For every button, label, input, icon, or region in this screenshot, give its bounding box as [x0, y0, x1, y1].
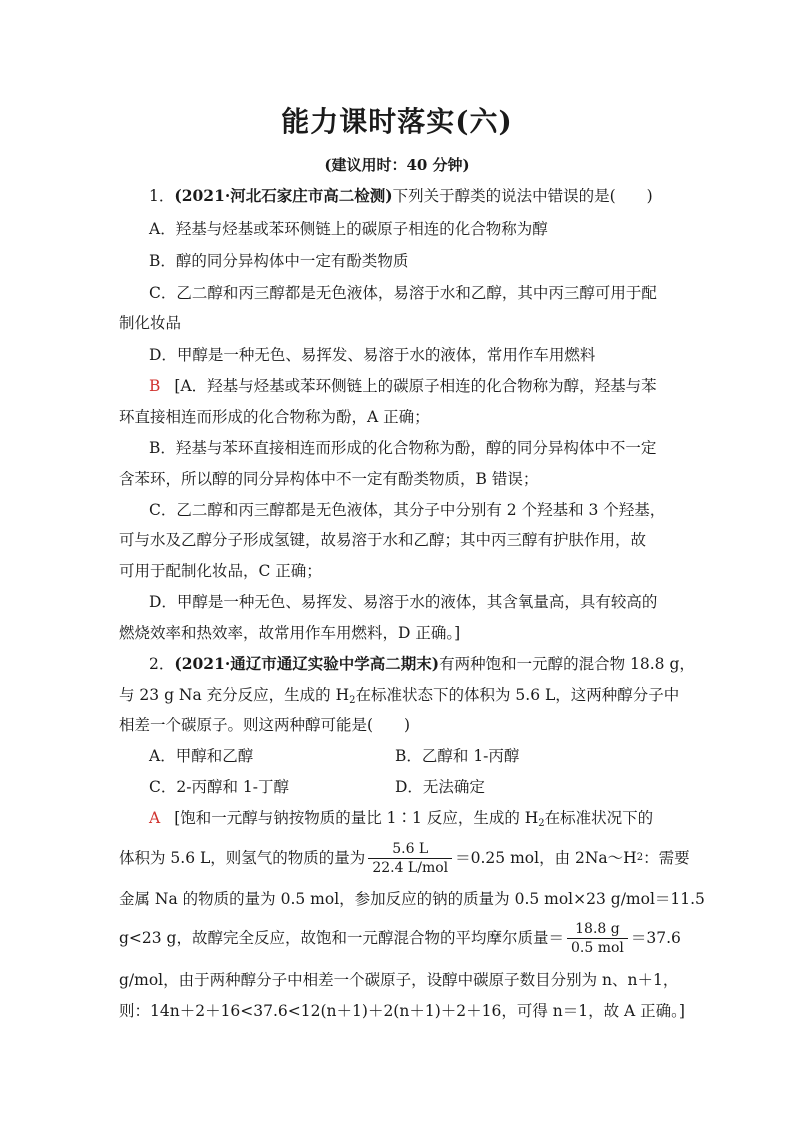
- q2-explanation-line4: [119, 918, 681, 958]
- q1-option-a: A．羟基与烃基或苯环侧链上的碳原子相连的化合物称为醇: [149, 220, 548, 238]
- q1-explanation-line4: 含苯环，所以醇的同分异构体中不一定有酚类物质，B 错误；: [119, 470, 539, 488]
- q2-stem-line3: 相差一个碳原子。则这两种醇可能是( ): [119, 716, 411, 734]
- fraction-molar-mass: [567, 920, 628, 957]
- fraction-numerator: 5.6 L: [368, 840, 452, 859]
- subscript: 2: [538, 818, 545, 829]
- q1-option-c-line1: C．乙二醇和丙三醇都是无色液体，易溶于水和乙醇，其中丙三醇可用于配: [149, 284, 657, 302]
- q2-stem-text-1: 有两种饱和一元醇的混合物 18.8 g，: [439, 655, 695, 673]
- fraction-denominator: 0.5 mol: [570, 939, 624, 956]
- q2-stem-text-2b: 在标准状态下的体积为 5.6 L，这两种醇分子中: [355, 686, 680, 704]
- q1-explanation-line8: D．甲醇是一种无色、易挥发、易溶于水的液体，其含氧量高，具有较高的: [149, 593, 658, 611]
- q2-explanation-line2: 体积为 5.6 L，则氢气的物质的量为 $\frac{5.6 L}{\text{22.4 L/mol}}$ ＝0.25 mol，由 2Na～H 2 ：需要: [119, 840, 690, 876]
- q2-exp-text-2a: 体积为 5.6 L，则氢气的物质的量为: [119, 849, 366, 867]
- q1-explanation-line6: 可与水及乙醇分子形成氢键，故易溶于水和乙醇；其中丙三醇有护肤作用，故: [119, 531, 647, 549]
- q1-option-c-line2: 制化妆品: [119, 314, 182, 332]
- q1-explanation-line7: 可用于配制化妆品，C 正确；: [119, 562, 322, 580]
- q2-explanation-line6: 则：14n＋2＋16<37.6<12(n＋1)＋2(n＋1)＋2＋16，可得 n＝1，故 A 正确。]: [119, 1002, 685, 1020]
- q1-option-b: B．醇的同分异构体中一定有酚类物质: [149, 252, 409, 270]
- q2-exp-text-1a: [饱和一元醇与钠按物质的量比 1∶1 反应，生成的 H: [174, 809, 539, 827]
- q2-source: (2021·通辽市通辽实验中学高二期末): [174, 654, 440, 673]
- q2-exp-text-2c: ：需要: [643, 849, 690, 867]
- q1-answer: B: [149, 377, 161, 395]
- q2-option-b: B．乙醇和 1-丙醇: [395, 747, 520, 765]
- q1-explanation-line2: 环直接相连而形成的化合物称为酚，A 正确；: [119, 408, 430, 426]
- q2-explanation-line3: 金属 Na 的物质的量为 0.5 mol，参加反应的钠的质量为 0.5 mol×23 g/mol＝11.5: [119, 890, 705, 908]
- fraction-numerator: 18.8 g: [567, 920, 628, 939]
- q2-option-d: D．无法确定: [395, 778, 485, 796]
- q2-answer: A: [149, 809, 161, 827]
- q2-exp-text-4b: ＝37.6: [630, 929, 681, 947]
- fraction-denominator: 22.4 L/mol: [372, 859, 449, 876]
- q1-exp-text-1: [A．羟基与烃基或苯环侧链上的碳原子相连的化合物称为醇，羟基与苯: [174, 377, 657, 395]
- q2-exp-text-2b: ＝0.25 mol，由 2Na～H: [455, 849, 637, 867]
- q1-option-d: D．甲醇是一种无色、易挥发、易溶于水的液体，常用作车用燃料: [149, 346, 596, 364]
- q2-stem-text-2a: 与 23 g Na 充分反应，生成的 H: [119, 686, 350, 704]
- q2-option-c: C．2-丙醇和 1-丁醇: [149, 778, 289, 796]
- q1-stem: [149, 186, 653, 206]
- q2-exp-text-4a: g<23 g，故醇完全反应，故饱和一元醇混合物的平均摩尔质量＝: [119, 929, 564, 947]
- q2-exp-text-1b: 在标准状况下的: [544, 809, 654, 827]
- q1-explanation-line5: C．乙二醇和丙三醇都是无色液体，其分子中分别有 2 个羟基和 3 个羟基，: [149, 501, 666, 519]
- subscript: 2: [349, 695, 356, 706]
- q2-stem-line1: [149, 654, 695, 674]
- q2-explanation-line1: [149, 808, 653, 828]
- page-subtitle: (建议用时：40 分钟): [324, 156, 470, 174]
- q2-stem-line2: [119, 685, 679, 705]
- q1-number: 1．: [149, 187, 175, 205]
- q1-stem-text: 下列关于醇类的说法中错误的是( ): [392, 187, 653, 205]
- page-title: 能力课时落实(六): [281, 105, 513, 138]
- q2-option-a: A．甲醇和乙醇: [149, 747, 254, 765]
- q1-explanation-line1: [149, 376, 657, 396]
- fraction-hydrogen-moles: [368, 840, 452, 877]
- q2-explanation-line5: g/mol，由于两种醇分子中相差一个碳原子，设醇中碳原子数目分别为 n、n＋1，: [119, 971, 679, 989]
- q1-explanation-line9: 燃烧效率和热效率，故常用作车用燃料，D 正确。]: [119, 624, 461, 642]
- q1-explanation-line3: B．羟基与苯环直接相连而形成的化合物称为酚，醇的同分异构体中不一定: [149, 439, 657, 457]
- q1-source: (2021·河北石家庄市高二检测): [174, 186, 393, 205]
- q2-number: 2．: [149, 655, 175, 673]
